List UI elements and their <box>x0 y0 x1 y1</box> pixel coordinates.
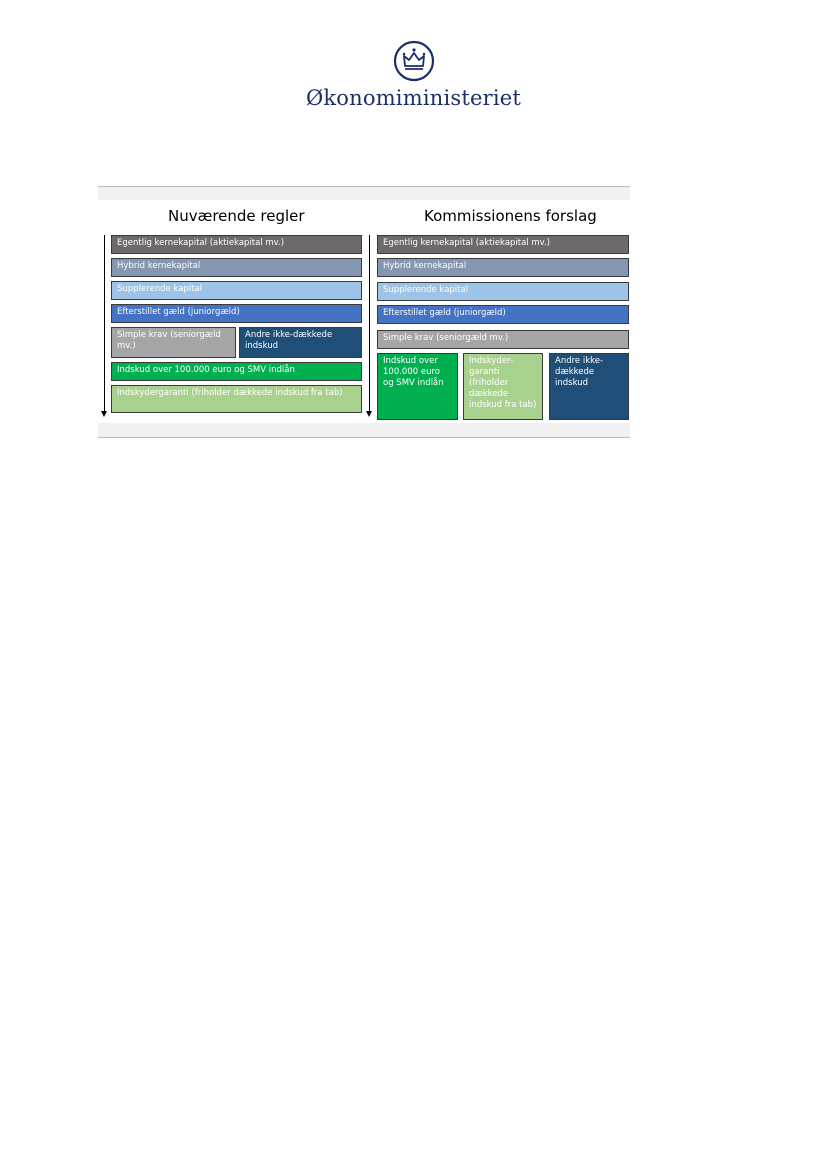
left-guarantee-box: Indskydergaranti (friholder dækkede indskud fra tab) <box>111 385 362 413</box>
left-equity-box: Egentlig kernekapital (aktiekapital mv.) <box>111 235 362 254</box>
right-priority-arrow-line <box>369 235 370 413</box>
right-subordinated-box: Efterstillet gæld (juniorgæld) <box>377 305 629 324</box>
right-senior-claims-box: Simple krav (seniorgæld mv.) <box>377 330 629 349</box>
left-senior-claims-box: Simple krav (seniorgæld mv.) <box>111 327 236 358</box>
creditor-hierarchy-figure <box>98 186 630 438</box>
left-large-deposits-box: Indskud over 100.000 euro og SMV indlån <box>111 362 362 381</box>
right-hybrid-box: Hybrid kernekapital <box>377 258 629 277</box>
left-hybrid-box: Hybrid kernekapital <box>111 258 362 277</box>
right-other-deposits-box: Andre ikke-dækkede indskud <box>549 353 629 420</box>
left-supplementary-box: Supplerende kapital <box>111 281 362 300</box>
ministry-name: Økonomiministeriet <box>305 86 522 110</box>
left-priority-arrow-line <box>104 235 105 413</box>
ministry-logo <box>0 40 827 110</box>
right-supplementary-box: Supplerende kapital <box>377 282 629 301</box>
right-guarantee-box: Indskyder-garanti (friholder dækkede indskud fra tab) <box>463 353 543 420</box>
right-equity-box: Egentlig kernekapital (aktiekapital mv.) <box>377 235 629 254</box>
figure-canvas <box>98 200 630 423</box>
left-subordinated-box: Efterstillet gæld (juniorgæld) <box>111 304 362 323</box>
left-column-title: Nuværende regler <box>168 207 305 225</box>
right-large-deposits-box: Indskud over 100.000 euro og SMV indlån <box>377 353 458 420</box>
right-column-title: Kommissionens forslag <box>424 207 597 225</box>
left-priority-arrow-head-icon <box>101 411 107 417</box>
crown-emblem-icon <box>393 40 435 82</box>
right-priority-arrow-head-icon <box>366 411 372 417</box>
left-other-deposits-box: Andre ikke-dækkede indskud <box>239 327 362 358</box>
